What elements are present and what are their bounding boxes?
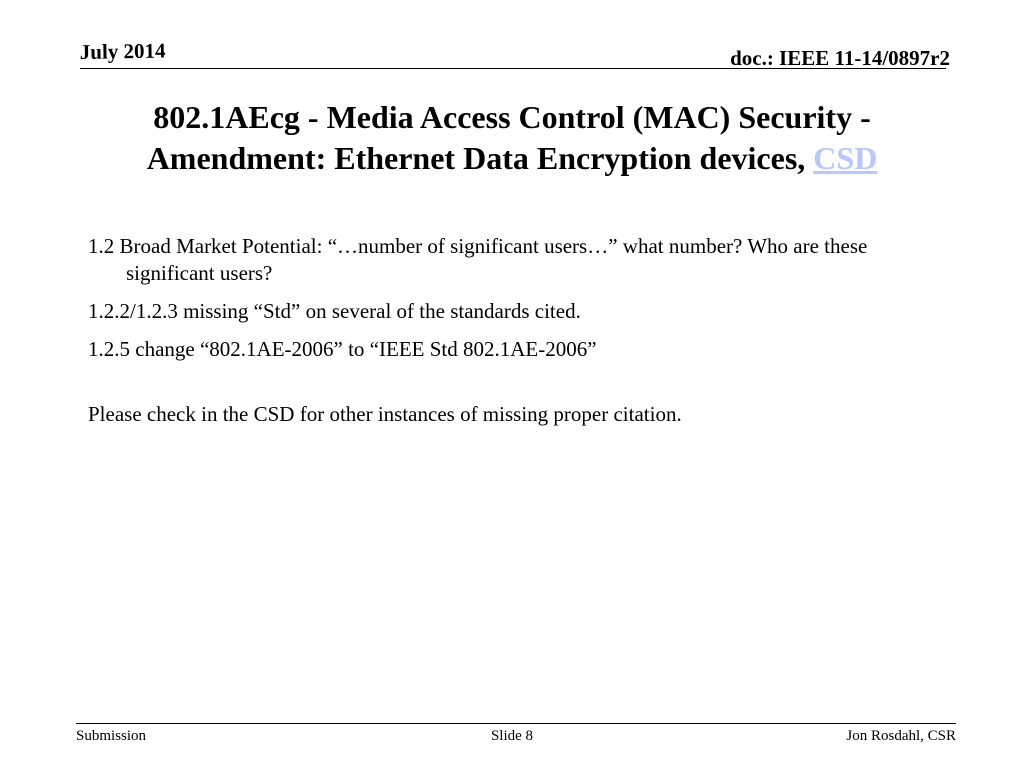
body-item-check-csd: Please check in the CSD for other instances of missing proper citation.: [88, 402, 682, 426]
slide-title: [60, 97, 964, 179]
csd-link[interactable]: CSD: [813, 140, 878, 176]
footer-slide-number: Slide 8: [490, 728, 534, 744]
footer-submission: Submission: [76, 728, 147, 744]
title-line-2: Amendment: Ethernet Data Encryption devices,: [146, 140, 814, 176]
header-date: July 2014: [79, 38, 166, 65]
slide-body: [88, 233, 928, 439]
body-item-change-citation: 1.2.5 change “802.1AE-2006” to “IEEE Std 802.1AE-2006”: [88, 337, 597, 361]
footer-divider: [76, 723, 956, 724]
header-divider: [80, 68, 946, 69]
title-line-1: 802.1AEcg - Media Access Control (MAC) Security -: [153, 99, 871, 135]
body-item-broad-market: 1.2 Broad Market Potential: “…number of significant users…” what number? Who are these significant users?: [88, 234, 868, 285]
header-doc-id: doc.: IEEE 11-14/0897r2: [730, 46, 950, 70]
body-item-missing-std: 1.2.2/1.2.3 missing “Std” on several of the standards cited.: [88, 299, 581, 323]
footer-author: Jon Rosdahl, CSR: [846, 728, 956, 744]
